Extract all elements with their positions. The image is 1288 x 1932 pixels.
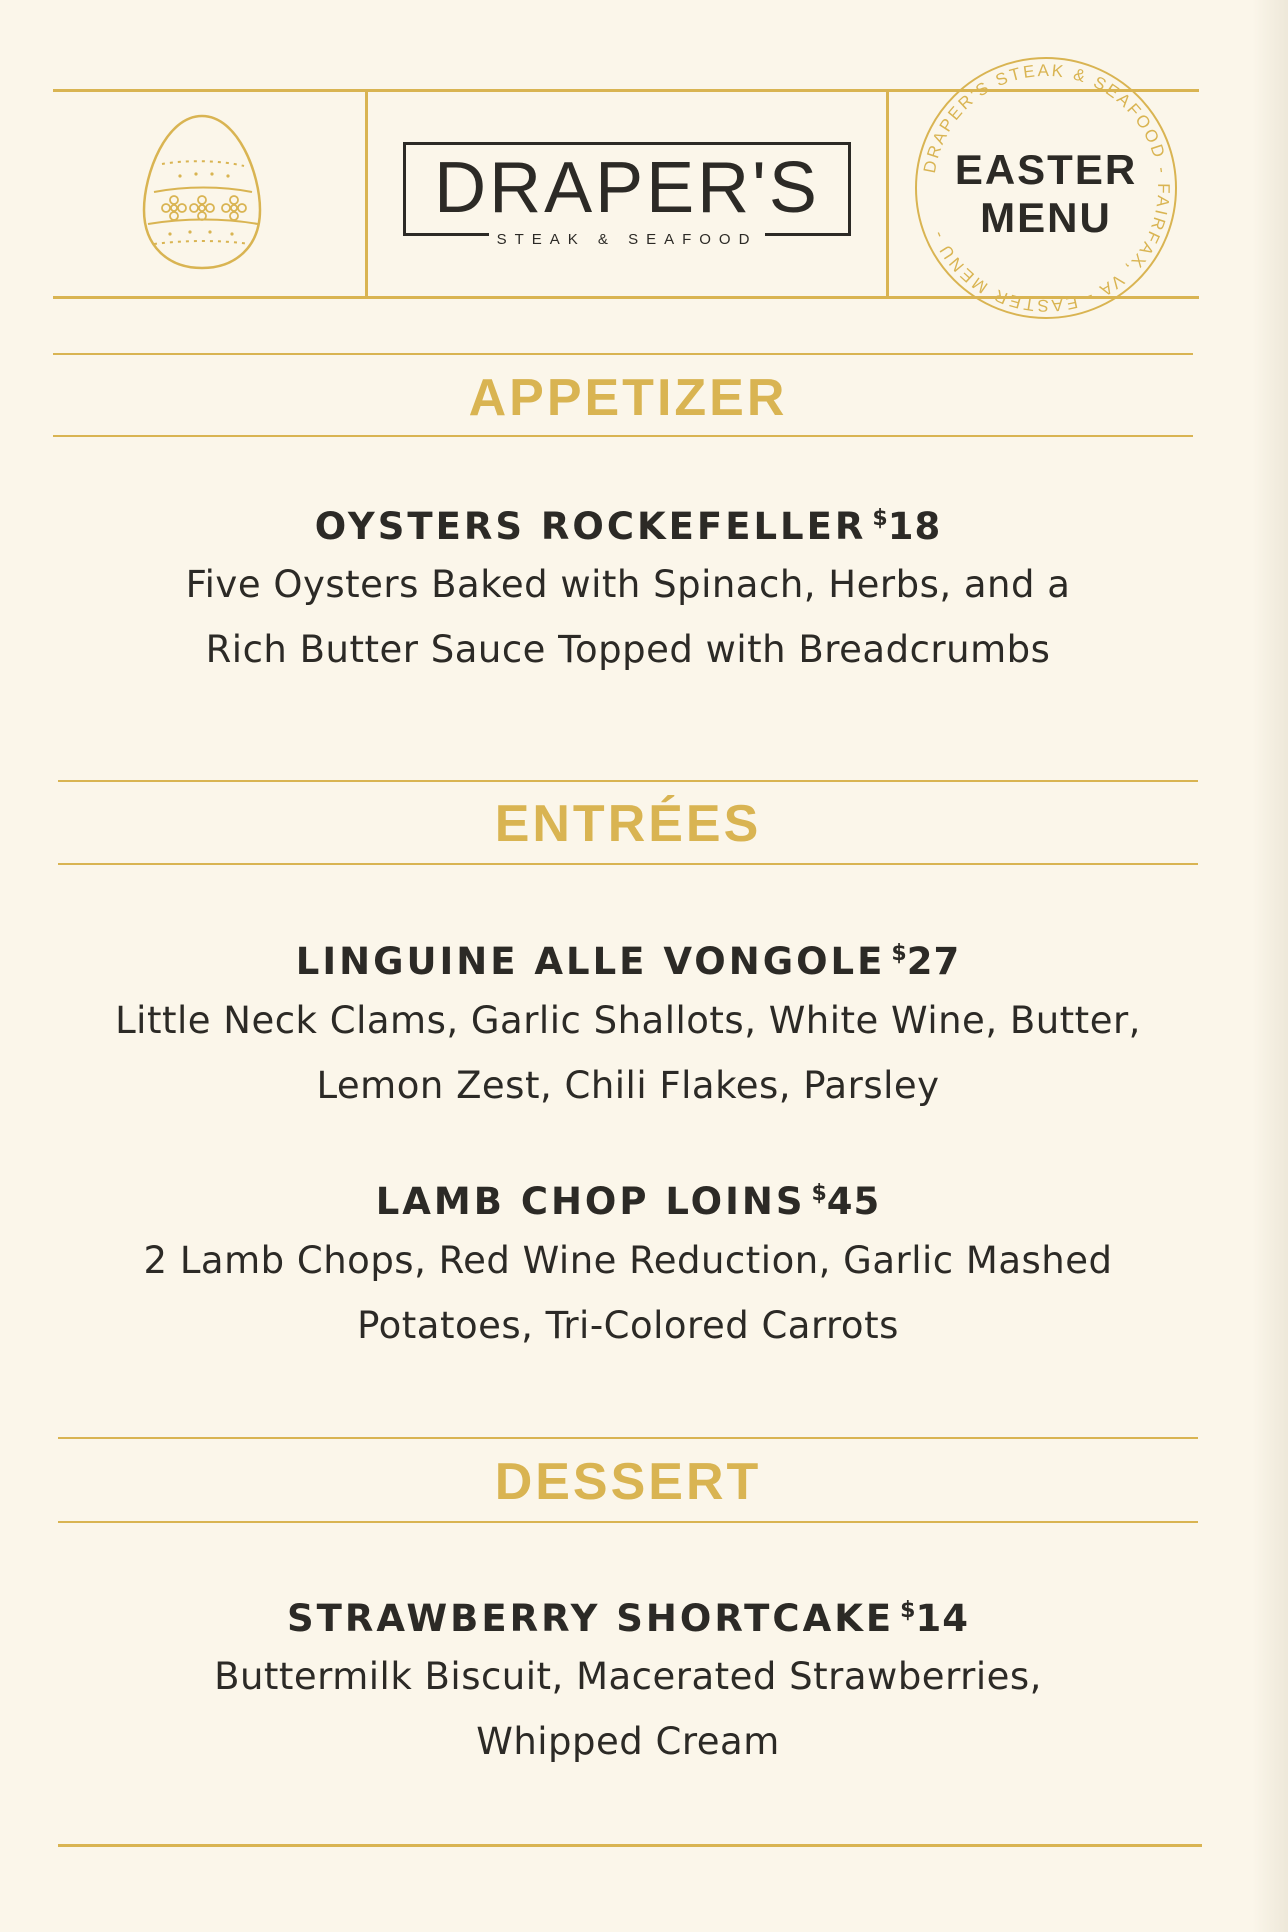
currency-symbol: $	[872, 506, 888, 531]
currency-symbol: $	[900, 1598, 916, 1623]
item-price: 27	[906, 940, 961, 983]
appetizer-top-rule	[53, 353, 1193, 355]
menu-label-line1: EASTER	[954, 146, 1138, 193]
currency-symbol: $	[811, 1181, 827, 1206]
item-title: LINGUINE ALLE VONGOLE	[295, 940, 886, 983]
currency-symbol: $	[891, 941, 907, 966]
menu-item-description	[58, 988, 1198, 1118]
description-line: Potatoes, Tri-Colored Carrots	[357, 1304, 899, 1347]
menu-item-name	[58, 1589, 1198, 1641]
header-divider-right	[886, 89, 889, 298]
dessert-bottom-rule	[58, 1521, 1198, 1523]
section-title-entrees: ENTRÉES	[494, 795, 762, 853]
item-price: 18	[887, 505, 942, 548]
menu-label	[938, 146, 1154, 242]
header-divider-left	[365, 89, 368, 298]
dessert-top-rule	[58, 1437, 1198, 1439]
description-line: Buttermilk Biscuit, Macerated Strawberries,	[214, 1655, 1042, 1698]
description-line: Little Neck Clams, Garlic Shallots, White Wine, Butter,	[115, 999, 1141, 1042]
brand-logo	[403, 142, 851, 248]
description-line: Lemon Zest, Chili Flakes, Parsley	[316, 1064, 940, 1107]
description-line: Five Oysters Baked with Spinach, Herbs, and a	[185, 563, 1071, 606]
entrees-bottom-rule	[58, 863, 1198, 865]
section-title-appetizer: APPETIZER	[468, 369, 788, 427]
item-title: STRAWBERRY SHORTCAKE	[287, 1597, 895, 1640]
section-title-dessert: DESSERT	[494, 1453, 762, 1511]
description-line: Rich Butter Sauce Topped with Breadcrumbs	[205, 628, 1051, 671]
brand-name: DRAPER'S	[434, 148, 820, 228]
menu-item-description	[58, 1228, 1198, 1358]
menu-item-description	[58, 1644, 1198, 1774]
menu-item-name	[58, 497, 1198, 549]
description-line: 2 Lamb Chops, Red Wine Reduction, Garlic Mashed	[143, 1239, 1113, 1282]
menu-item-name	[58, 932, 1198, 984]
footer-rule	[58, 1844, 1202, 1847]
item-title: LAMB CHOP LOINS	[375, 1180, 806, 1223]
brand-tagline: STEAK & SEAFOOD	[489, 232, 766, 248]
menu-item-name	[58, 1172, 1198, 1224]
item-price: 45	[826, 1180, 881, 1223]
entrees-top-rule	[58, 780, 1198, 782]
menu-label-line2: MENU	[980, 194, 1112, 241]
stamp-ring-text: DRAPER'S STEAK & SEAFOOD - FAIRFAX, VA - EASTER MENU -	[919, 60, 1174, 316]
menu-item-description	[58, 552, 1198, 682]
description-line: Whipped Cream	[476, 1720, 780, 1763]
brand-tagline-wrap	[406, 229, 848, 248]
appetizer-bottom-rule	[53, 435, 1193, 437]
easter-egg-icon	[140, 112, 264, 272]
item-title: OYSTERS ROCKEFELLER	[314, 505, 867, 548]
page-edge-shade	[1252, 0, 1288, 1932]
item-price: 14	[915, 1597, 969, 1640]
